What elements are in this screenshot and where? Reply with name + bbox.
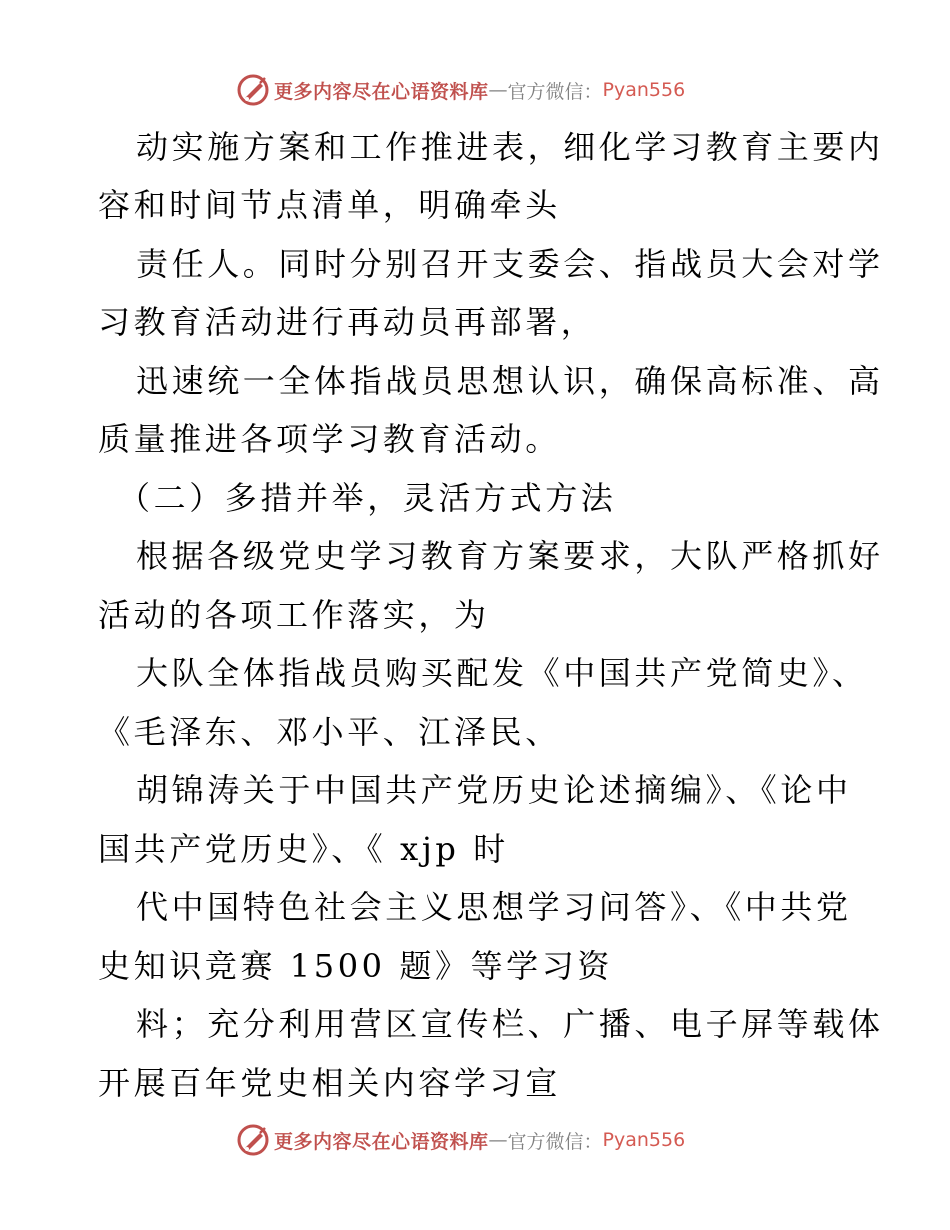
body-line: 大队全体指战员购买配发《中国共产党简史》、	[136, 654, 868, 692]
body-line: 《毛泽东、邓小平、江泽民、	[98, 713, 561, 751]
quill-logo-icon	[236, 1123, 270, 1157]
section-heading: （二）多措并举，灵活方式方法	[118, 479, 617, 517]
body-line: 根据各级党史学习教育方案要求，大队严格抓好	[136, 537, 884, 575]
body-line: 开展百年党史相关内容学习宣	[98, 1064, 561, 1102]
body-line: 责任人。同时分别召开支委会、指战员大会对学	[136, 245, 884, 283]
quill-logo-icon	[236, 73, 270, 107]
watermark-brand: 更多内容尽在心语资料库	[274, 80, 489, 103]
body-line: 胡锦涛关于中国共产党历史论述摘编》、《论中	[136, 771, 852, 809]
body-line: 迅速统一全体指战员思想认识，确保高标准、高	[136, 362, 884, 400]
footer-watermark	[236, 1122, 685, 1158]
watermark-separator: —	[488, 79, 508, 101]
body-line: 活动的各项工作落实，为	[98, 596, 490, 634]
body-line: 代中国特色社会主义思想学习问答》、《中共党	[136, 888, 852, 926]
body-line: 动实施方案和工作推进表，细化学习教育主要内	[136, 128, 884, 166]
body-line: 习教育活动进行再动员再部署，	[98, 303, 597, 341]
body-line: 料；充分利用营区宣传栏、广播、电子屏等载体	[136, 1005, 884, 1043]
body-line: 国共产党历史》、《 xjp 时	[98, 830, 509, 868]
watermark-account: Pyan556	[602, 79, 686, 101]
watermark-brand: 更多内容尽在心语资料库	[274, 1130, 489, 1153]
watermark-label: 官方微信：	[507, 80, 603, 103]
body-line: 质量推进各项学习教育活动。	[98, 420, 561, 458]
body-line: 史知识竞赛 1500 题》等学习资	[98, 947, 613, 985]
header-watermark	[236, 72, 685, 108]
watermark-label: 官方微信：	[507, 1130, 603, 1153]
watermark-account: Pyan556	[602, 1129, 686, 1151]
body-line: 容和时间节点清单，明确牵头	[98, 186, 561, 224]
watermark-separator: —	[488, 1129, 508, 1151]
